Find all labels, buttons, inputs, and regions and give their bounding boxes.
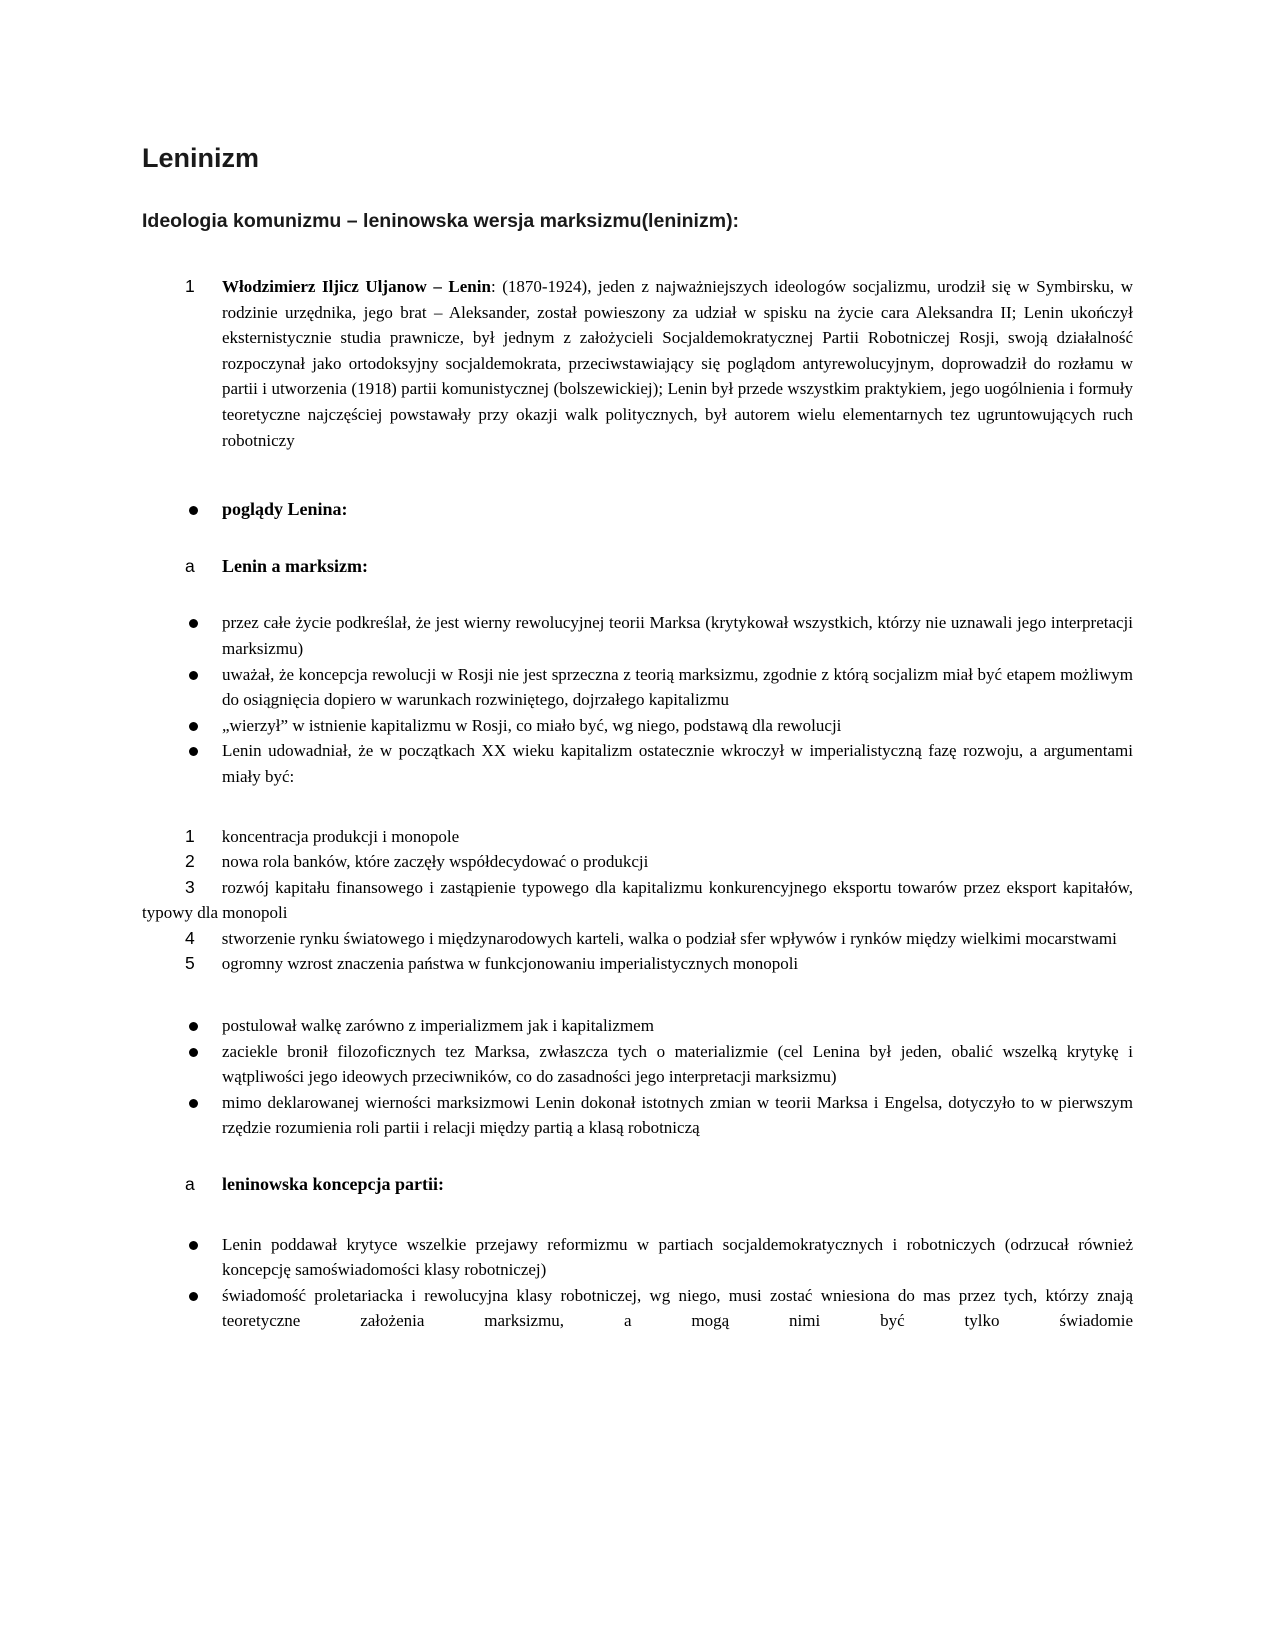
numbered-group-arguments	[142, 824, 1133, 978]
list-item	[142, 1232, 1133, 1283]
document-subtitle: Ideologia komunizmu – leninowska wersja marksizmu(leninizm):	[142, 210, 740, 232]
list-item	[142, 1039, 1133, 1090]
list-number-label: 2	[185, 851, 195, 872]
section-heading-label: Lenin a marksizm:	[222, 555, 368, 576]
item-text: przez całe życie podkreślał, że jest wierny rewolucyjnej teorii Marksa (krytykował wszystkich, którzy nie uznawali jego interpretacji marksizmu)	[222, 613, 1133, 658]
list-item	[142, 610, 1133, 661]
list-number-label: 1	[185, 825, 195, 846]
list-item	[142, 713, 1133, 739]
section-heading-marksizm	[142, 554, 1133, 580]
document-body	[142, 274, 1133, 1334]
list-item	[142, 1013, 1133, 1039]
list-item	[142, 662, 1133, 713]
list-item	[142, 849, 1133, 875]
bullet-icon	[189, 1048, 198, 1057]
bullet-icon	[189, 1022, 198, 1031]
list-item	[142, 875, 1133, 926]
section-heading-label: leninowska koncepcja partii:	[222, 1174, 445, 1195]
list-item	[142, 1090, 1133, 1141]
page-title: Leninizm	[142, 143, 260, 173]
item-text: stworzenie rynku światowego i międzynarodowych karteli, walka o podział sfer wpływów i rynków między wielkimi mocarstwami	[221, 928, 1117, 948]
bullet-group-struggle	[142, 1013, 1133, 1141]
section-heading-poglady	[142, 497, 1133, 523]
item-text: Lenin poddawał krytyce wszelkie przejawy reformizmu w partiach socjaldemokratycznych i robotniczych (odrzucał również koncepcję samoświadomości klasy robotniczej)	[222, 1234, 1133, 1280]
bullet-icon	[189, 506, 198, 515]
item-text: „wierzył” w istnienie kapitalizmu w Rosji, co miało być, wg niego, podstawą dla rewolucji	[222, 715, 842, 735]
list-letter-label: a	[185, 555, 195, 576]
list-item	[142, 824, 1133, 850]
item-text: koncentracja produkcji i monopole	[221, 826, 460, 846]
bullet-icon	[189, 722, 198, 731]
bullet-icon	[189, 671, 198, 680]
list-item	[142, 738, 1133, 789]
bullet-icon	[189, 619, 198, 628]
bullet-icon	[189, 1292, 198, 1301]
list-item	[142, 926, 1133, 952]
bullet-icon	[189, 1241, 198, 1250]
item-text: Lenin udowadniał, że w początkach XX wieku kapitalizm ostatecznie wkroczył w imperialistyczną fazę rozwoju, a argumentami miały być:	[222, 741, 1133, 786]
bio-bold-lead: Włodzimierz Iljicz Uljanow – Lenin	[222, 277, 491, 296]
bullet-group-marksizm	[142, 610, 1133, 789]
item-text: mimo deklarowanej wierności marksizmowi Lenin dokonał istotnych zmian w teorii Marksa i Engelsa, dotyczyło to w pierwszym rzędzie rozumienia roli partii i relacji między partią a klasą robotniczą	[222, 1092, 1133, 1138]
list-number-label: 4	[185, 927, 195, 948]
item-text: postulował walkę zarówno z imperializmem jak i kapitalizmem	[222, 1016, 654, 1036]
list-item	[142, 1283, 1133, 1334]
list-item-bio	[142, 274, 1133, 453]
list-number-label: 5	[185, 953, 195, 974]
bullet-group-partia	[142, 1232, 1133, 1334]
bio-text: : (1870-1924), jeden z najważniejszych ideologów socjalizmu, urodził się w Symbirsku, w rodzinie urzędnika, jego brat – Aleksander, został powieszony za udział w spisku na życie cara Aleksandra II; Lenin ukończył eksternistycznie studia prawnicze, był jednym z założycieli Socjaldemokratycznej Partii Robotniczej Rosji, swoją działalność rozpoczynał jako ortodoksyjny socjaldemokrata, przeciwstawiający się poglądom antyrewolucyjnym, doprowadził do rozłamu w partii i utworzenia (1918) partii komunistycznej (bolszewickiej); Lenin był przede wszystkim praktykiem, jego uogólnienia i formuły teoretyczne najczęściej powstawały przy okazji walk politycznych, był autorem wielu elementarnych tez ugruntowujących ruch robotniczy	[222, 277, 1133, 450]
item-text: nowa rola banków, które zaczęły współdecydować o produkcji	[221, 852, 649, 872]
item-text: uważał, że koncepcja rewolucji w Rosji nie jest sprzeczna z teorią marksizmu, zgodnie z którą socjalizm miał być etapem możliwym do osiągnięcia dopiero w warunkach rozwiniętego, dojrzałego kapitalizmu	[222, 664, 1133, 710]
section-heading-partia	[142, 1172, 1133, 1198]
list-letter-label: a	[185, 1174, 195, 1195]
list-number-label: 3	[185, 876, 195, 897]
item-text: zaciekle bronił filozoficznych tez Marksa, zwłaszcza tych o materializmie (cel Lenina był jeden, obalić wszelką krytykę i wątpliwości jego ideowych przeciwników, co do zasadności jego interpretacji marksizmu)	[222, 1041, 1133, 1087]
bullet-icon	[189, 747, 198, 756]
item-text: świadomość proletariacka i rewolucyjna klasy robotniczej, wg niego, musi zostać wniesiona do mas przez tych, którzy znają teoretyczne założenia marksizmu, a mogą nimi być tylko świadomie	[222, 1285, 1133, 1331]
list-item	[142, 951, 1133, 977]
item-text: rozwój kapitału finansowego i zastąpienie typowego dla kapitalizmu konkurencyjnego eksportu towarów przez eksport kapitałów, typowy dla monopoli	[142, 877, 1133, 923]
bullet-icon	[189, 1099, 198, 1108]
item-text: ogromny wzrost znaczenia państwa w funkcjonowaniu imperialistycznych monopoli	[221, 954, 799, 974]
list-number-label: 1	[185, 276, 195, 296]
section-heading-label: poglądy Lenina:	[222, 499, 348, 520]
